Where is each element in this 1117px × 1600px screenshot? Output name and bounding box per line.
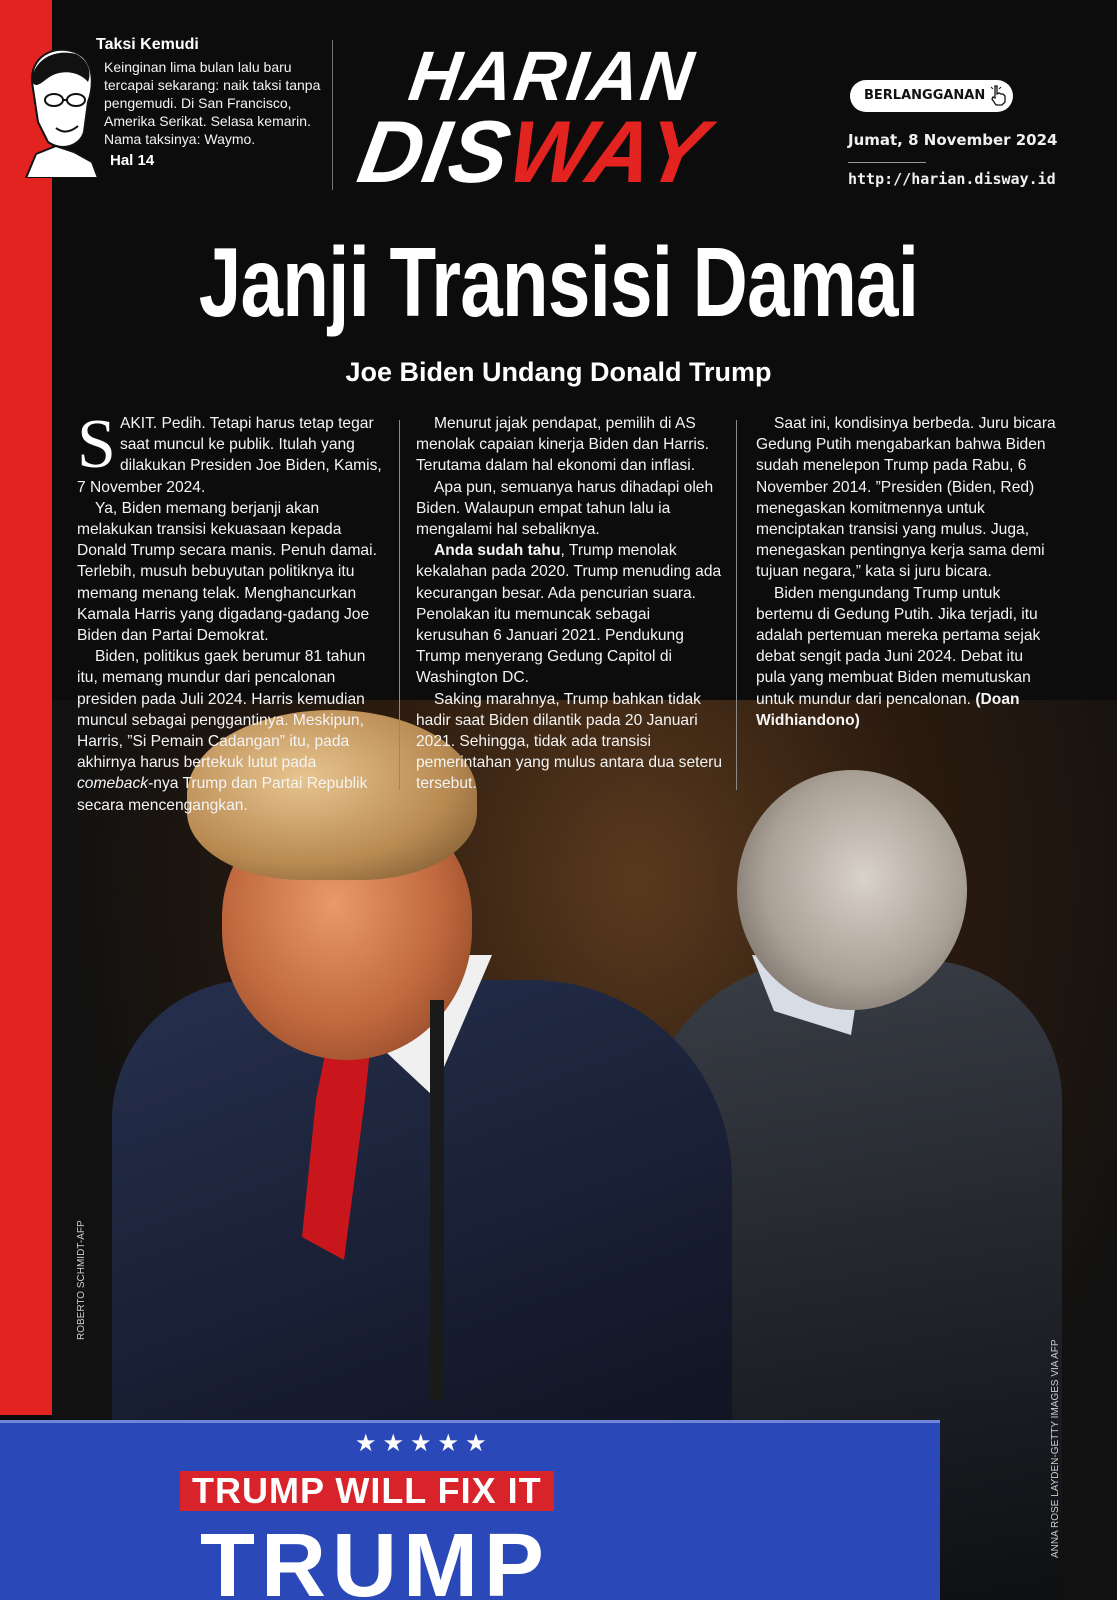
date-divider: [848, 162, 926, 163]
subscribe-button[interactable]: [850, 80, 1013, 112]
sign-name: TRUMP: [200, 1516, 550, 1600]
byline: (Doan Widhiandono): [756, 690, 1020, 729]
photo-credit-left: ROBERTO SCHMIDT-AFP: [76, 1220, 87, 1340]
headline: Janji Transisi Damai: [198, 227, 919, 337]
header-divider: [332, 40, 333, 190]
teaser-title: Taksi Kemudi: [96, 36, 199, 53]
paragraph: Saat ini, kondisinya berbeda. Juru bicara Gedung Putih mengabarkan bahwa Biden sudah menelepon Trump pada Rabu, 6 November 2014. ”Presiden (Biden, Red) menegaskan komitmennya untuk menciptakan transisi yang mulus. Juga, menegaskan pentingnya kerja sama demi tujuan negara,” kata si juru bicara.: [756, 415, 1056, 581]
paragraph: Apa pun, semuanya harus dihadapi oleh Biden. Walaupun empat tahun lalu ia mengalami hal sebaliknya.: [416, 478, 714, 539]
column-divider: [736, 420, 737, 790]
logo-dis: DIS: [351, 102, 519, 201]
sign-slogan: TRUMP WILL FIX IT: [180, 1471, 554, 1511]
masthead-logo[interactable]: [351, 37, 820, 201]
logo-harian: HARIAN: [404, 37, 700, 115]
article-column-3: [756, 413, 1056, 731]
paragraph: SAKIT. Pedih. Tetapi harus tetap tegar saat muncul ke publik. Itulah yang dilakukan Presiden Joe Biden, Kamis, 7 November 2024.: [77, 406, 382, 496]
microphone-stand: [430, 1000, 444, 1400]
teaser-page-ref: Hal 14: [110, 152, 155, 169]
author-portrait: [22, 42, 100, 178]
teaser-body: Keinginan lima bulan lalu baru tercapai sekarang: naik taksi tanpa pengemudi. Di San Francisco, Amerika Serikat. Selasa kemarin. Nama taksinya: Waymo.: [104, 59, 321, 147]
article-column-2: [416, 413, 726, 795]
dropcap: S: [77, 406, 116, 483]
paragraph: Biden mengundang Trump untuk bertemu di Gedung Putih. Jika terjadi, itu adalah pertemuan mereka pertama sejak debat sengit pada Juni 2024. Debat itu pula yang membuat Biden memutuskan untuk mundur dari pencalonan. (Doan Widhiandono): [756, 584, 1041, 729]
paragraph: Anda sudah tahu, Trump menolak kekalahan pada 2020. Trump menuding ada kecurangan besar. Ada pencurian suara. Penolakan itu memuncak sebagai kerusuhan 6 Januari 2021. Pendukung Trump menyerang Gedung Capitol di Washington DC.: [416, 542, 722, 687]
issue-date: Jumat, 8 November 2024: [848, 131, 1058, 149]
logo-way: WAY: [501, 102, 716, 201]
logo-disway: [351, 102, 716, 201]
paragraph: Menurut jajak pendapat, pemilih di AS menolak capaian kinerja Biden dan Harris. Terutama dalam hal ekonomi dan inflasi.: [416, 415, 709, 475]
site-url[interactable]: http://harian.disway.id: [848, 170, 1056, 188]
subscribe-label: BERLANGGANAN: [864, 88, 986, 103]
subheadline: Joe Biden Undang Donald Trump: [345, 357, 772, 387]
left-accent-bar: [0, 0, 52, 1415]
column-divider: [399, 420, 400, 790]
article-column-1: [77, 406, 382, 816]
sign-stars: ★★★★★: [355, 1430, 493, 1457]
paragraph: Ya, Biden memang berjanji akan melakukan transisi kekuasaan kepada Donald Trump secara manis. Penuh damai. Terlebih, musuh bebuyutan politiknya itu memang menang telak. Menghancurkan Kamala Harris yang digadang-gadang Joe Biden dan Partai Demokrat.: [77, 499, 377, 645]
biden-head: [737, 770, 967, 1010]
paragraph: Biden, politikus gaek berumur 81 tahun itu, memang mundur dari pencalonan presiden pada Juli 2024. Harris kemudian muncul sebagai penggantinya. Meskipun, Harris, ”Si Pemain Cadangan” itu, pada akhirnya harus bertekuk lutut pada comeback-nya Trump dan Partai Republik secara mencengangkan.: [77, 648, 368, 814]
front-teaser[interactable]: [96, 36, 326, 169]
paragraph: Saking marahnya, Trump bahkan tidak hadir saat Biden dilantik pada 20 Januari 2021. Sehingga, tidak ada transisi pemerintahan yang mulus antara dua seteru tersebut.: [416, 690, 723, 793]
photo-credit-right: ANNA ROSE LAYDEN-GETTY IMAGES VIA AFP: [1050, 1339, 1061, 1558]
pointer-hand-icon: [989, 84, 1007, 106]
campaign-sign: [0, 1420, 940, 1600]
